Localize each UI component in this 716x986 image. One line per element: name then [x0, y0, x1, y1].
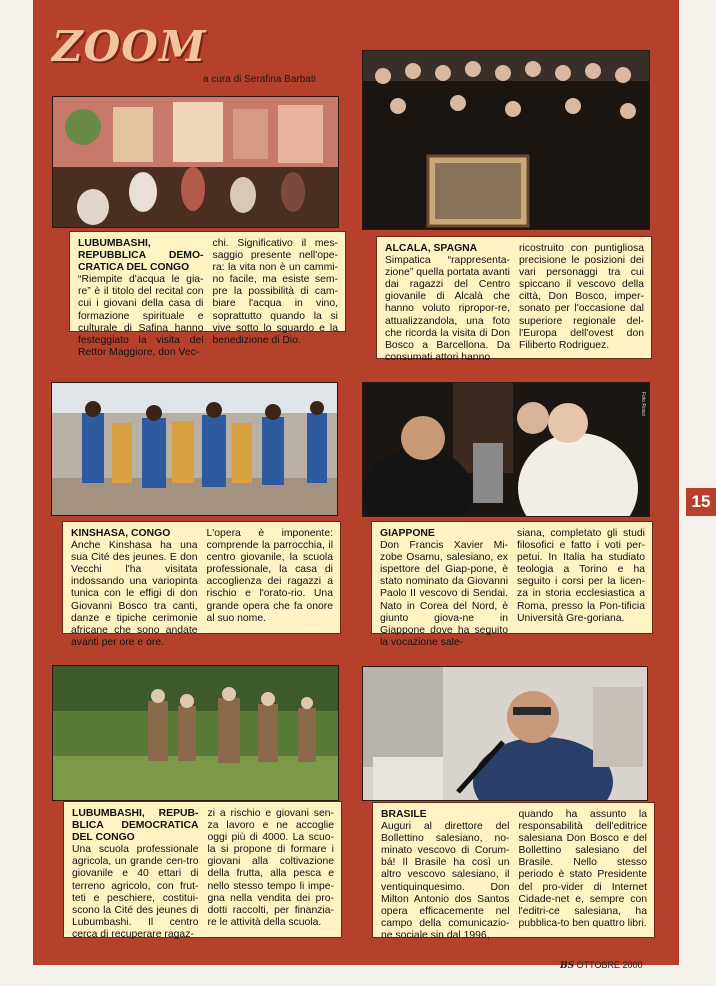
article-text-col1: Auguri al direttore del Bollettino salesiano, no-minato vescovo di Corum-bá! Il Brasile ha così un altro vescovo salesiano, il ventiquinquesimo. Don Milton Antonio dos Santos opera efficacemente nel campo della comunicazio-ne sociale sin dal 1996, — [381, 821, 510, 941]
article-giappone — [371, 521, 653, 648]
article-text-col2: chi. Significativo il mes-saggio presente nell'ope-ra: la vita non è un cammi-no facile, ma esiste sem-pre la possibilità di cam-biare l'acqua in vino, soprattutto quando la si vive sotto lo sguardo e la benedizione di Dio. — [212, 238, 338, 346]
photo-giappone-pope — [362, 382, 650, 517]
article-lubumbashi-agricola — [63, 801, 342, 938]
page-number-tab: 15 — [686, 488, 716, 516]
article-heading: LUBUMBASHI, REPUB-BLICA DEMOCRATICA DEL CONGO — [72, 808, 199, 844]
photo-credit: Foto Rossi — [640, 392, 646, 416]
article-text-col2: L'opera è imponente: comprende la parrocchia, il centro giovanile, la scuola professionale, la casa di accoglienza dei ragazzi a rischio e l'orato-rio. Una grande opera che fa onore al suo nome. — [206, 528, 333, 624]
article-text-col2: ricostruito con puntigliosa precisione le posizioni dei vari personaggi tra cui spiccano il vescovo della città, Don Bosco, imper-sonato per l'occasione dal superiore regionale del-l'Europa dell'ovest don Filiberto Rodriguez. — [519, 243, 644, 351]
article-lubumbashi-recital — [69, 231, 346, 358]
photo-lubumbashi-farm — [52, 665, 339, 801]
photo-kinshasa-procession — [51, 382, 338, 516]
article-text-col1: Anche Kinshasa ha una sua Cité des jeunes. E don Vecchi l'ha visitata indossando una variopinta tunica con le effigi di don Giovanni Bosco tra canti, danze e tipiche cerimonie africane che sono andate avanti per ore e ore. — [71, 540, 198, 648]
photo-alcala-group — [362, 50, 650, 230]
article-heading: KINSHASA, CONGO — [71, 528, 171, 539]
page-footer — [560, 960, 643, 971]
article-text-col1: “Riempite d'acqua le gia-re” è il titolo del recital con cui i giovani della casa di formazione spirituale e culturale di Safina hanno festeggiato la visita del Rettor Maggiore, don Vec- — [78, 274, 204, 358]
article-heading: GIAPPONE — [380, 528, 435, 539]
photo-recital-stage — [52, 96, 339, 228]
article-heading: ALCALA, SPAGNA — [385, 243, 478, 254]
article-brasile — [372, 802, 655, 941]
article-text-col2: zi a rischio e giovani sen-za lavoro e ne accoglie oggi più di 4000. La scuo-la si propone di formare i giovani alla coltivazione della frutta, alla pesca e nello stesso tempo li impe-gna nella vendita dei pro-dotti raccolti, per finanzia-re le attività della scuola. — [207, 808, 334, 928]
article-text-col1: Don Francis Xavier Mi-zobe Osamu, salesiano, ex ispettore del Giap-pone, è stato nominato da Giovanni Paolo II vescovo di Sendai. Nato in Corea del Nord, è giunto giova-ne in Giappone dove ha seguito la vocazione sale- — [380, 540, 508, 648]
article-alcala — [376, 236, 652, 363]
magazine-mark: BS — [560, 961, 575, 971]
photo-brasile-bishop — [362, 666, 648, 801]
article-heading: BRASILE — [381, 809, 427, 820]
article-heading: LUBUMBASHI, REPUBBLICA DEMO-CRATICA DEL CONGO — [78, 238, 204, 274]
article-kinshasa — [62, 521, 341, 648]
article-text-col2: quando ha assunto la responsabilità dell'editrice salesiana Don Bosco e del Bollettino salesiano del Brasile. Nello stesso periodo è stato Presidente del pro-vider di Internet Cidade-net e, sempre con l'editri-ce salesiana, ha pubblica-to ben quattro libri. — [518, 809, 647, 929]
curator-credit: a cura di Serafina Barbati — [203, 74, 316, 85]
zoom-logo: ZOOM — [52, 22, 207, 71]
article-text-col1: Simpatica “rappresenta-zione” quella portata avanti dai ragazzi del Centro giovanile di Alcalà che hanno voluto ripropor-re, attualizzandola, una foto che ricorda la visita di Don Bosco a Barcellona. Da consumati attori hanno — [385, 255, 510, 363]
article-text-col2: siana, completato gli studi filosofici e fatto i voti per-petui. In Italia ha studiato teologia a Torino e ha seguito i corsi per la licen-za in storia ecclesiastica a Roma, presso la Pon-tificia Università Gre-goriana. — [517, 528, 645, 624]
article-text-col1: Una scuola professionale agricola, un grande cen-tro giovanile e 40 ettari di terreno agricolo, con frut-teti e peschiere, costitui-scono la Cité des jeunes di Lubumbashi. Il centro cerca di recuperare ragaz- — [72, 844, 199, 940]
issue-date: OTTOBRE 2000 — [576, 960, 643, 970]
